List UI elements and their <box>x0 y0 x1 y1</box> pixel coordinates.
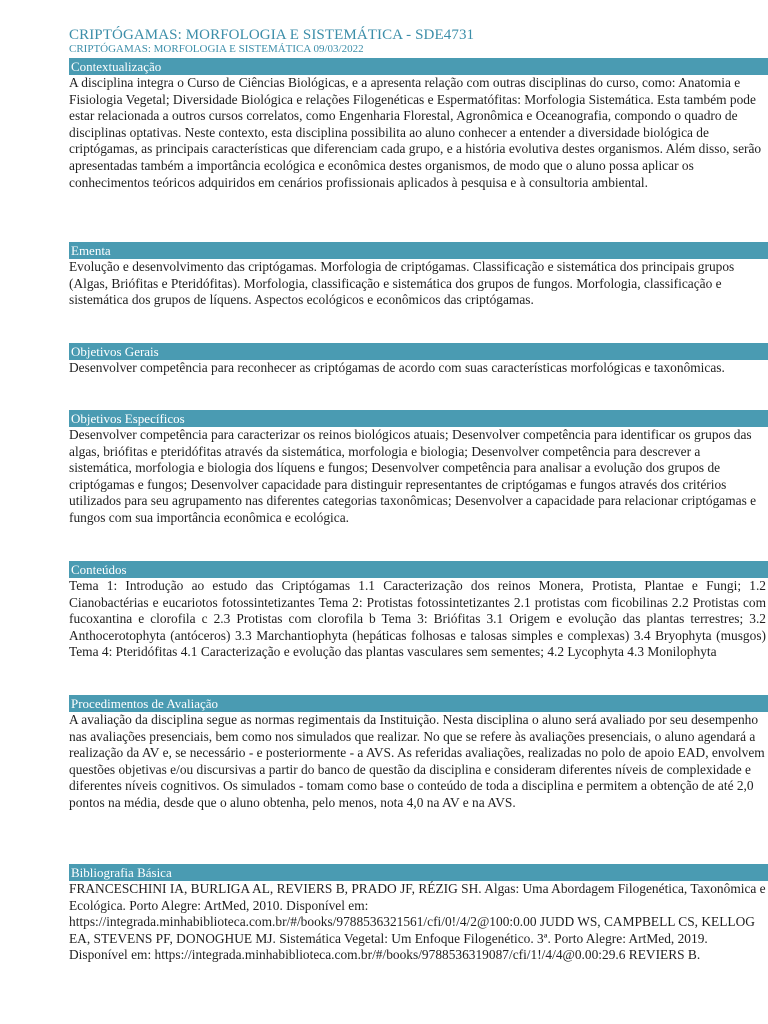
section-heading: Objetivos Gerais <box>69 343 768 360</box>
section-heading: Bibliografia Básica <box>69 864 768 881</box>
section-objetivos-especificos <box>69 410 768 545</box>
section-heading: Contextualização <box>69 58 768 75</box>
section-conteudos <box>69 561 768 680</box>
section-body: Desenvolver competência para reconhecer as criptógamas de acordo com suas características morfológicas e taxonômicas. <box>69 360 725 375</box>
section-body: Desenvolver competência para caracterizar os reinos biológicos atuais; Desenvolver competência para identificar os grupos das algas, briófitas e pteridófitas através da sistemática, morfologia e biologia; Desenvolver competência para descrever a sistemática, morfologia e biologia dos líquens e fungos; Desenvolver competência para analisar a evolução dos grupos de criptógamas e fungos; Desenvolver capacidade para distinguir representantes de criptógamas e fungos através dos critérios utilizados para seu agrupamento nas diferentes categorias taxonômicas; Desenvolver a capacidade para relacionar criptógamas e fungos com sua importância econômica e ecológica. <box>69 427 757 525</box>
section-body: A avaliação da disciplina segue as normas regimentais da Instituição. Nesta disciplina o aluno será avaliado por seu desempenho nas avaliações presenciais, bem como nos simulados que realizar. No que se refere às avaliações presenciais, o aluno agendará a realização da AV e, se necessário - e posteriormente - a AVS. As referidas avaliações, realizadas no polo de apoio EAD, envolvem questões objetivas e/ou discursivas a partir do banco de questão da disciplina e consideram diferentes níveis de complexidade e diferentes níveis cognitivos. Os simulados - tomam como base o conteúdo de toda a disciplina e permitem a obtenção de até 2,0 pontos na média, desde que o aluno obtenha, pelo menos, nota 4,0 na AV e na AVS. <box>69 712 765 810</box>
section-heading: Conteúdos <box>69 561 768 578</box>
section-contextualizacao <box>69 58 768 243</box>
page-subtitle: CRIPTÓGAMAS: MORFOLOGIA E SISTEMÁTICA 09/03/2022 <box>69 43 364 55</box>
page-title: CRIPTÓGAMAS: MORFOLOGIA E SISTEMÁTICA - SDE4731 <box>69 27 475 43</box>
section-procedimentos-avaliacao <box>69 695 768 848</box>
section-body: Evolução e desenvolvimento das criptógamas. Morfologia de criptógamas. Classificação e sistemática dos principais grupos (Algas, Briófitas e Pteridófitas). Morfologia, classificação e sistemática dos grupos de fungos. Morfologia, classificação e sistemática dos grupos de líquens. Aspectos ecológicos e econômicos das criptógamas. <box>69 259 735 308</box>
section-objetivos-gerais <box>69 343 768 394</box>
section-heading: Ementa <box>69 242 768 259</box>
section-body: Tema 1: Introdução ao estudo das Criptógamas 1.1 Caracterização dos reinos Monera, Protista, Plantae e Fungi; 1.2 Cianobactérias e eucariotos fotossintetizantes Tema 2: Protistas fotossintetizantes 2.1 protistas com ficobilinas 2.2 Protistas com fucoxantina e clorofila c 2.3 Protistas com clorofila b Tema 3: Briófitas 3.1 Origem e evolução das plantas terrestres; 3.2 Anthocerotophyta (antóceros) 3.3 Marchantiophyta (hepáticas folhosas e talosas simples e complexas) 3.4 Bryophyta (musgos) Tema 4: Pteridófitas 4.1 Caracterização e evolução das plantas vasculares sem sementes; 4.2 Lycophyta 4.3 Monilophyta <box>69 578 766 660</box>
section-heading: Objetivos Específicos <box>69 410 768 427</box>
section-body: FRANCESCHINI IA, BURLIGA AL, REVIERS B, PRADO JF, RÉZIG SH. Algas: Uma Abordagem Filogenética, Taxonômica e Ecológica. Porto Alegre: ArtMed, 2010. Disponível em: https://integrada.minhabiblioteca.com.br/#/books/9788536321561/cfi/0!/4/2@100:0.00 JUDD WS, CAMPBELL CS, KELLOG EA, STEVENS PF, DONOGHUE MJ. Sistemática Vegetal: Um Enfoque Filogenético. 3ª. Porto Alegre: ArtMed, 2019. Disponível em: https://integrada.minhabiblioteca.com.br/#/books/9788536319087/cfi/1!/4/4@0.00:29.6 REVIERS B. <box>69 881 766 963</box>
section-bibliografia-basica <box>69 864 768 983</box>
section-heading: Procedimentos de Avaliação <box>69 695 768 712</box>
section-ementa <box>69 242 768 327</box>
section-body: A disciplina integra o Curso de Ciências Biológicas, e a apresenta relação com outras disciplinas do curso, como: Anatomia e Fisiologia Vegetal; Diversidade Biológica e relações Filogenéticas e Espermatófitas: Morfologia Sistemática. Esta também pode estar relacionada a outros cursos correlatos, como Engenharia Florestal, Agronômica e Oceanografia, compondo o quadro de disciplinas optativas. Neste contexto, esta disciplina possibilita ao aluno conhecer a entender a diversidade biológica de criptógamas, as principais características que diferenciam cada grupo, e a história evolutiva destes organismos. Além disso, serão apresentadas também a importância ecológica e econômica destes organismos, de modo que o aluno possa aplicar os conhecimentos teóricos adquiridos em cenários profissionais aplicados à pesquisa e à consultoria ambiental. <box>69 75 762 190</box>
